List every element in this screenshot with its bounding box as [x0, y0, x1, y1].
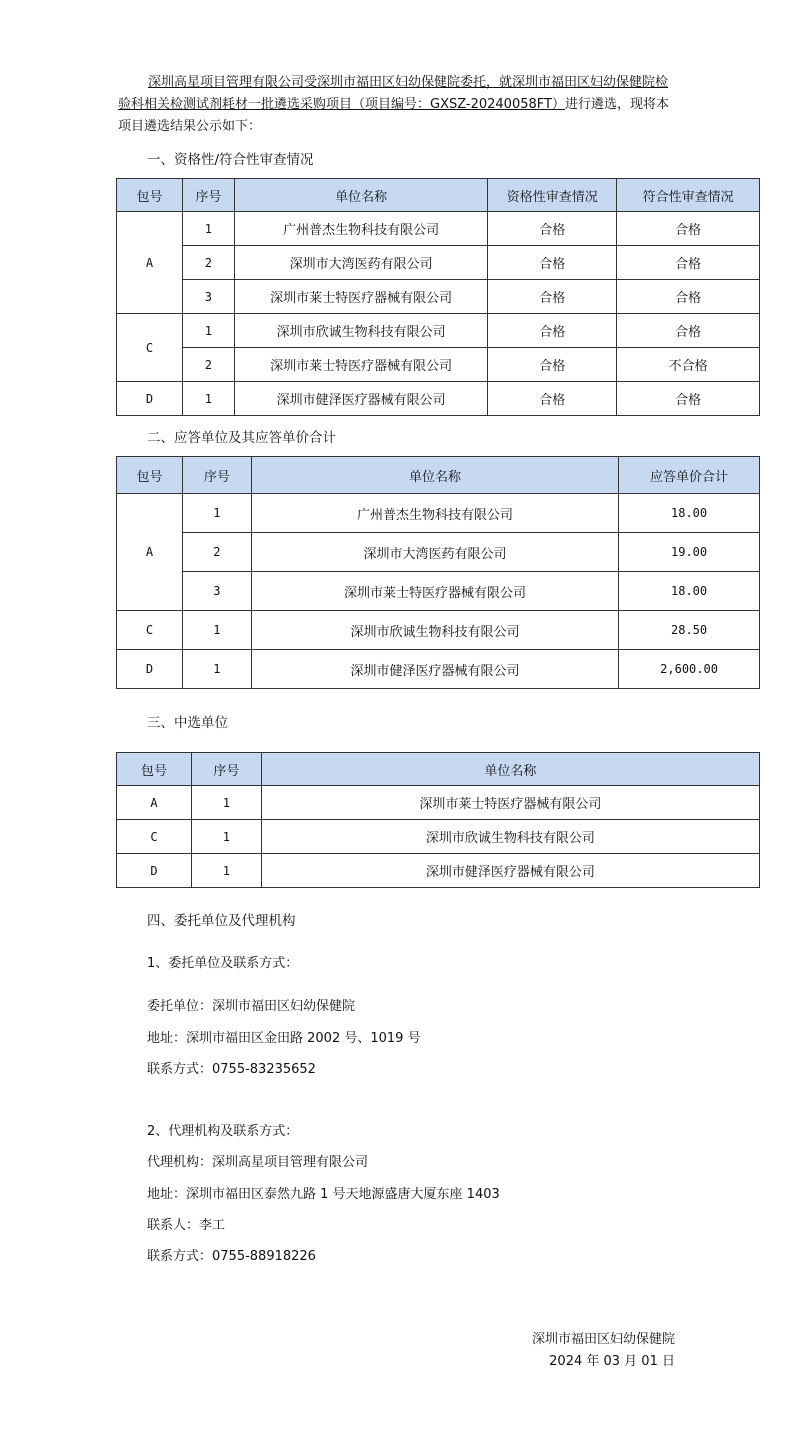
qualification-cell: 合格: [488, 314, 617, 348]
price-cell: 18.00: [619, 494, 760, 533]
table-header-row: [117, 457, 760, 494]
section2-title: 二、应答单位及其应答单价合计: [147, 430, 336, 446]
table-row: [117, 820, 760, 854]
section3-title: 三、中选单位: [147, 715, 228, 731]
seq-cell: 2: [182, 246, 234, 280]
client-contact: 联系方式：0755-83235652: [147, 1062, 316, 1077]
price-cell: 28.50: [619, 611, 760, 650]
company-cell: 深圳市莱士特医疗器械有限公司: [261, 786, 759, 820]
column-header: 应答单价合计: [619, 457, 760, 494]
client-name: 委托单位：深圳市福田区妇幼保健院: [147, 999, 356, 1014]
company-cell: 深圳市莱士特医疗器械有限公司: [234, 280, 488, 314]
intro-paragraph: [118, 72, 678, 138]
section1-title: 一、资格性/符合性审查情况: [147, 152, 314, 168]
table-row: [117, 611, 760, 650]
table-row: [117, 280, 760, 314]
column-header: 单位名称: [234, 179, 488, 212]
intro-rest: 进行遴选，现将本项目遴选结果公示如下：: [118, 97, 669, 134]
price-cell: 18.00: [619, 572, 760, 611]
package-cell: C: [117, 314, 183, 382]
seq-cell: 1: [182, 650, 251, 689]
qualification-cell: 合格: [488, 212, 617, 246]
table-row: [117, 382, 760, 416]
qualification-cell: 合格: [488, 280, 617, 314]
package-cell: A: [117, 786, 192, 820]
conformity-cell: 合格: [617, 314, 760, 348]
table-row: [117, 572, 760, 611]
company-cell: 广州普杰生物科技有限公司: [234, 212, 488, 246]
company-cell: 深圳市健泽医疗器械有限公司: [251, 650, 618, 689]
conformity-cell: 合格: [617, 280, 760, 314]
company-cell: 深圳市欣诚生物科技有限公司: [261, 820, 759, 854]
seq-cell: 1: [182, 382, 234, 416]
company-cell: 深圳市莱士特医疗器械有限公司: [251, 572, 618, 611]
section4-title: 四、委托单位及代理机构: [147, 913, 296, 929]
package-cell: D: [117, 650, 183, 689]
client-address: 地址：深圳市福田区金田路 2002 号、1019 号: [147, 1031, 421, 1046]
column-header: 序号: [182, 179, 234, 212]
price-cell: 2,600.00: [619, 650, 760, 689]
seq-cell: 1: [191, 786, 261, 820]
seq-cell: 3: [182, 572, 251, 611]
company-cell: 深圳市大湾医药有限公司: [234, 246, 488, 280]
company-cell: 深圳市大湾医药有限公司: [251, 533, 618, 572]
selected-table: [116, 752, 760, 888]
company-cell: 深圳市欣诚生物科技有限公司: [234, 314, 488, 348]
agent-contact: 联系方式：0755-88918226: [147, 1249, 316, 1264]
table-row: [117, 494, 760, 533]
table-row: [117, 533, 760, 572]
column-header: 包号: [117, 457, 183, 494]
seq-cell: 1: [191, 820, 261, 854]
table-header-row: [117, 753, 760, 786]
company-cell: 深圳市健泽医疗器械有限公司: [234, 382, 488, 416]
seq-cell: 1: [182, 494, 251, 533]
column-header: 序号: [191, 753, 261, 786]
package-cell: D: [117, 382, 183, 416]
table-row: [117, 212, 760, 246]
column-header: 单位名称: [251, 457, 618, 494]
conformity-cell: 合格: [617, 246, 760, 280]
seq-cell: 2: [182, 533, 251, 572]
table-row: [117, 854, 760, 888]
company-cell: 深圳市莱士特医疗器械有限公司: [234, 348, 488, 382]
seq-cell: 2: [182, 348, 234, 382]
table-row: [117, 650, 760, 689]
table-row: [117, 348, 760, 382]
table-row: [117, 246, 760, 280]
seq-cell: 1: [182, 314, 234, 348]
package-cell: C: [117, 820, 192, 854]
column-header: 包号: [117, 753, 192, 786]
intro-underlined: 深圳高星项目管理有限公司受深圳市福田区妇幼保健院委托，就深圳市福田区妇幼保健院检验科相关检测试剂耗材一批遴选采购项目（项目编号：GXSZ-20240058FT）: [118, 75, 669, 112]
client-title: 1、委托单位及联系方式：: [147, 956, 299, 971]
table-header-row: [117, 179, 760, 212]
package-cell: A: [117, 494, 183, 611]
company-cell: 广州普杰生物科技有限公司: [251, 494, 618, 533]
company-cell: 深圳市健泽医疗器械有限公司: [261, 854, 759, 888]
seq-cell: 1: [182, 611, 251, 650]
package-cell: A: [117, 212, 183, 314]
agent-address: 地址：深圳市福田区泰然九路 1 号天地源盛唐大厦东座 1403: [147, 1187, 500, 1202]
agent-person: 联系人：李工: [147, 1218, 226, 1233]
conformity-cell: 合格: [617, 382, 760, 416]
signature-org: 深圳市福田区妇幼保健院: [531, 1332, 675, 1347]
agent-name: 代理机构：深圳高星项目管理有限公司: [147, 1155, 369, 1170]
signature-date: 2024 年 03 月 01 日: [549, 1354, 675, 1369]
package-cell: D: [117, 854, 192, 888]
table-row: [117, 314, 760, 348]
qualification-cell: 合格: [488, 246, 617, 280]
qualification-cell: 合格: [488, 348, 617, 382]
column-header: 单位名称: [261, 753, 759, 786]
seq-cell: 1: [191, 854, 261, 888]
column-header: 资格性审查情况: [488, 179, 617, 212]
column-header: 包号: [117, 179, 183, 212]
column-header: 序号: [182, 457, 251, 494]
seq-cell: 3: [182, 280, 234, 314]
qualification-table: [116, 178, 760, 416]
table-row: [117, 786, 760, 820]
column-header: 符合性审查情况: [617, 179, 760, 212]
seq-cell: 1: [182, 212, 234, 246]
qualification-cell: 合格: [488, 382, 617, 416]
conformity-cell: 不合格: [617, 348, 760, 382]
price-cell: 19.00: [619, 533, 760, 572]
conformity-cell: 合格: [617, 212, 760, 246]
package-cell: C: [117, 611, 183, 650]
company-cell: 深圳市欣诚生物科技有限公司: [251, 611, 618, 650]
price-table: [116, 456, 760, 689]
agent-title: 2、代理机构及联系方式：: [147, 1124, 299, 1139]
